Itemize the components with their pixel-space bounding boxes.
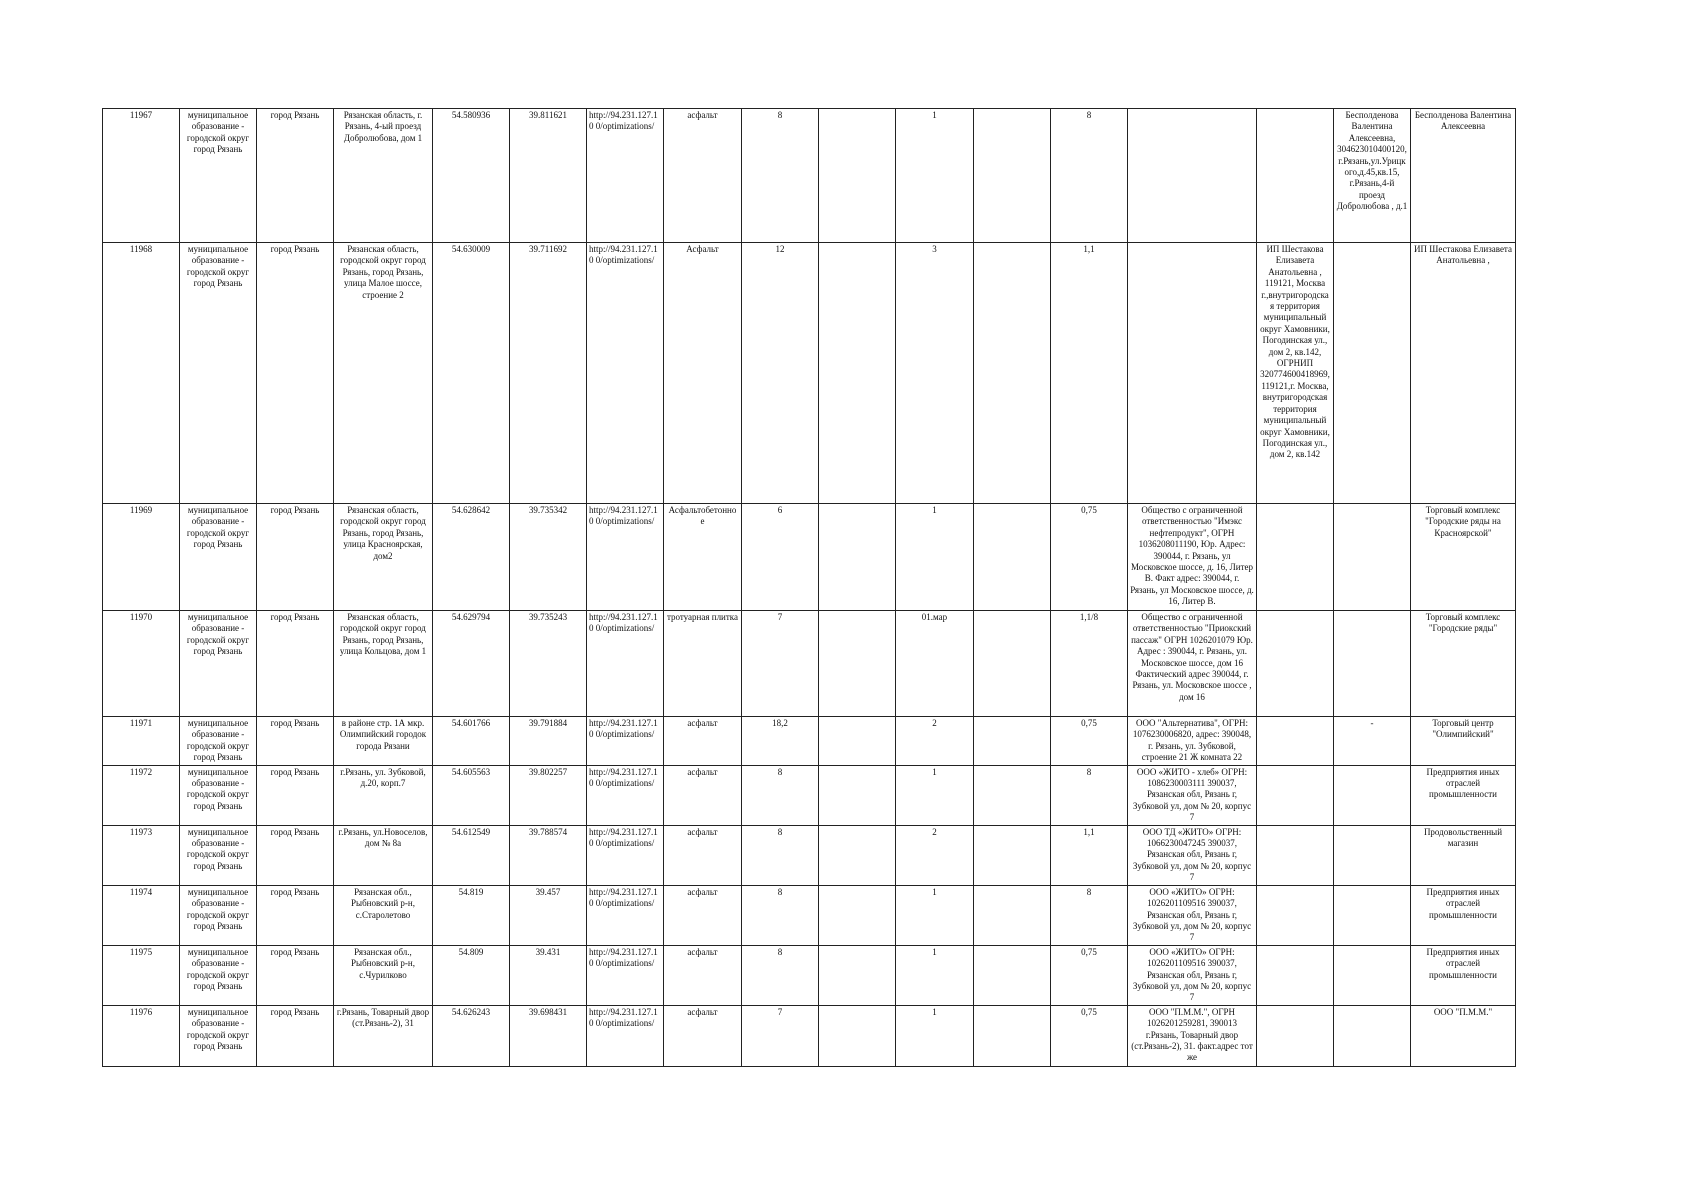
cell-surface: асфальт xyxy=(664,825,742,885)
cell-address: Рязанская обл., Рыбновский р-н, с.Чурилково xyxy=(334,945,433,1005)
table-row xyxy=(103,885,1516,945)
cell-area: 7 xyxy=(742,1005,819,1066)
cell-map-link[interactable]: http://94.231.127.10 0/optimizations/ xyxy=(587,109,664,243)
cell-city: город Рязань xyxy=(257,504,334,611)
cell-id: 11974 xyxy=(103,885,180,945)
cell-address: Рязанская область, городской округ город Рязань, город Рязань, улица Кольцова, дом 1 xyxy=(334,611,433,717)
cell-city: город Рязань xyxy=(257,611,334,717)
cell-map-link[interactable]: http://94.231.127.10 0/optimizations/ xyxy=(587,765,664,825)
cell-c11 xyxy=(974,717,1051,766)
cell-city: город Рязань xyxy=(257,765,334,825)
cell-source: ИП Шестакова Елизавета Анатольевна , xyxy=(1411,243,1516,504)
cell-map-link[interactable]: http://94.231.127.10 0/optimizations/ xyxy=(587,717,664,766)
table-row xyxy=(103,825,1516,885)
cell-map-link[interactable]: http://94.231.127.10 0/optimizations/ xyxy=(587,504,664,611)
cell-latitude: 54.819 xyxy=(433,885,510,945)
cell-owner-org: Общество с ограниченной ответственностью "Имэкс нефтепродукт", ОГРН 1036208011190, Юр. Адрес: 390044, г. Рязань, ул Московское шоссе, д. 16, Литер В. Факт адрес: 390044, г. Рязань, ул Московское шоссе, д. 16, Литер В. xyxy=(1128,504,1257,611)
cell-containers: 1,1 xyxy=(1051,825,1128,885)
cell-owner-org: ООО "П.М.М.", ОГРН 1026201259281, 390013 г.Рязань, Товарный двор (ст.Рязань-2), 31. факт.адрес тот же xyxy=(1128,1005,1257,1066)
cell-owner-ip: ИП Шестакова Елизавета Анатольевна , 119121, Москва г.,внутригородска я территория муниципальный округ Хамовники, Погодинская ул., дом 2, кв.142, ОГРНИП 320774600418969, 119121,г. Москва, внутригородская территория муниципальный округ Хамовники, Погодинская ул., дом 2, кв.142 xyxy=(1257,243,1334,504)
cell-c09 xyxy=(819,243,896,504)
cell-owner-ip xyxy=(1257,611,1334,717)
cell-address: в районе стр. 1А мкр. Олимпийский городок города Рязани xyxy=(334,717,433,766)
cell-id: 11968 xyxy=(103,243,180,504)
cell-source: Торговый центр "Олимпийский" xyxy=(1411,717,1516,766)
cell-address: Рязанская область, г. Рязань, 4-ый проезд Добролюбова, дом 1 xyxy=(334,109,433,243)
cell-area: 7 xyxy=(742,611,819,717)
cell-latitude: 54.809 xyxy=(433,945,510,1005)
cell-count: 2 xyxy=(896,825,974,885)
cell-surface: асфальт xyxy=(664,1005,742,1066)
table-row xyxy=(103,243,1516,504)
cell-municipality: муниципальное образование - городской округ город Рязань xyxy=(180,825,257,885)
table-row xyxy=(103,765,1516,825)
cell-count: 2 xyxy=(896,717,974,766)
cell-owner-org xyxy=(1128,243,1257,504)
cell-latitude: 54.605563 xyxy=(433,765,510,825)
cell-area: 8 xyxy=(742,765,819,825)
table-row xyxy=(103,504,1516,611)
cell-c11 xyxy=(974,611,1051,717)
cell-c11 xyxy=(974,1005,1051,1066)
cell-surface: асфальт xyxy=(664,945,742,1005)
cell-owner-ip xyxy=(1257,1005,1334,1066)
cell-map-link[interactable]: http://94.231.127.10 0/optimizations/ xyxy=(587,1005,664,1066)
cell-owner-org: ООО «ЖИТО - хлеб» ОГРН: 1086230003111 390037, Рязанская обл, Рязань г, Зубковой ул, дом № 20, корпус 7 xyxy=(1128,765,1257,825)
table-row xyxy=(103,945,1516,1005)
cell-count: 3 xyxy=(896,243,974,504)
cell-c11 xyxy=(974,825,1051,885)
cell-address: Рязанская область, городской округ город Рязань, город Рязань, улица Красноярская, дом2 xyxy=(334,504,433,611)
cell-latitude: 54.580936 xyxy=(433,109,510,243)
cell-c09 xyxy=(819,825,896,885)
table-row xyxy=(103,717,1516,766)
cell-owner-ip xyxy=(1257,885,1334,945)
cell-city: город Рязань xyxy=(257,243,334,504)
cell-owner-person xyxy=(1334,611,1411,717)
cell-surface: асфальт xyxy=(664,765,742,825)
cell-source: Предприятия иных отраслей промышленности xyxy=(1411,945,1516,1005)
cell-address: г.Рязань, ул. Зубковой, д.20, корп.7 xyxy=(334,765,433,825)
table-row xyxy=(103,611,1516,717)
cell-surface: Асфальтобетонно е xyxy=(664,504,742,611)
cell-owner-person xyxy=(1334,504,1411,611)
cell-address: г.Рязань, Товарный двор (ст.Рязань-2), 31 xyxy=(334,1005,433,1066)
cell-containers: 0,75 xyxy=(1051,1005,1128,1066)
cell-area: 8 xyxy=(742,945,819,1005)
cell-owner-person: - xyxy=(1334,717,1411,766)
cell-surface: Асфальт xyxy=(664,243,742,504)
cell-owner-person xyxy=(1334,945,1411,1005)
cell-city: город Рязань xyxy=(257,945,334,1005)
cell-containers: 1,1/8 xyxy=(1051,611,1128,717)
cell-id: 11972 xyxy=(103,765,180,825)
cell-owner-ip xyxy=(1257,765,1334,825)
registry-body xyxy=(103,109,1516,1067)
cell-city: город Рязань xyxy=(257,825,334,885)
cell-area: 12 xyxy=(742,243,819,504)
cell-c09 xyxy=(819,885,896,945)
cell-c11 xyxy=(974,765,1051,825)
cell-id: 11970 xyxy=(103,611,180,717)
cell-longitude: 39.802257 xyxy=(510,765,587,825)
cell-longitude: 39.431 xyxy=(510,945,587,1005)
cell-owner-person: Бесполденова Валентина Алексеевна, 304623010400120, г.Рязань,ул.Урицк ого,д.45,кв.15, г.Рязань,4-й проезд Добролюбова , д.1 xyxy=(1334,109,1411,243)
cell-owner-org: ООО ТД «ЖИТО» ОГРН: 1066230047245 390037, Рязанская обл, Рязань г, Зубковой ул, дом № 20, корпус 7 xyxy=(1128,825,1257,885)
cell-surface: асфальт xyxy=(664,717,742,766)
cell-owner-ip xyxy=(1257,825,1334,885)
cell-containers: 8 xyxy=(1051,109,1128,243)
cell-address: г.Рязань, ул.Новоселов, дом № 8а xyxy=(334,825,433,885)
cell-c09 xyxy=(819,945,896,1005)
cell-containers: 0,75 xyxy=(1051,717,1128,766)
registry-table xyxy=(102,108,1516,1067)
cell-containers: 1,1 xyxy=(1051,243,1128,504)
cell-containers: 8 xyxy=(1051,885,1128,945)
cell-id: 11973 xyxy=(103,825,180,885)
cell-municipality: муниципальное образование - городской округ город Рязань xyxy=(180,885,257,945)
cell-c09 xyxy=(819,611,896,717)
cell-longitude: 39.457 xyxy=(510,885,587,945)
cell-city: город Рязань xyxy=(257,885,334,945)
cell-id: 11975 xyxy=(103,945,180,1005)
cell-count: 1 xyxy=(896,109,974,243)
cell-municipality: муниципальное образование - городской округ город Рязань xyxy=(180,611,257,717)
cell-owner-ip xyxy=(1257,945,1334,1005)
cell-source: ООО "П.М.М." xyxy=(1411,1005,1516,1066)
cell-area: 8 xyxy=(742,825,819,885)
cell-owner-ip xyxy=(1257,504,1334,611)
cell-surface: тротуарная плитка xyxy=(664,611,742,717)
cell-containers: 8 xyxy=(1051,765,1128,825)
cell-c11 xyxy=(974,945,1051,1005)
cell-longitude: 39.698431 xyxy=(510,1005,587,1066)
cell-latitude: 54.612549 xyxy=(433,825,510,885)
cell-address: Рязанская область, городской округ город Рязань, город Рязань, улица Малое шоссе, строение 2 xyxy=(334,243,433,504)
cell-owner-org: Общество с ограниченной ответственностью "Приокский пассаж" ОГРН 1026201079 Юр. Адрес : 390044, г. Рязань, ул. Московское шоссе, дом 16 Фактический адрес 390044, г. Рязань, ул. Московское шоссе , дом 16 xyxy=(1128,611,1257,717)
cell-c11 xyxy=(974,504,1051,611)
cell-owner-person xyxy=(1334,243,1411,504)
cell-owner-ip xyxy=(1257,109,1334,243)
cell-municipality: муниципальное образование - городской округ город Рязань xyxy=(180,945,257,1005)
cell-map-link[interactable]: http://94.231.127.10 0/optimizations/ xyxy=(587,243,664,504)
cell-owner-org: ООО «ЖИТО» ОГРН: 1026201109516 390037, Рязанская обл, Рязань г, Зубковой ул, дом № 20, корпус 7 xyxy=(1128,945,1257,1005)
cell-source: Предприятия иных отраслей промышленности xyxy=(1411,765,1516,825)
table-row xyxy=(103,109,1516,243)
cell-city: город Рязань xyxy=(257,1005,334,1066)
cell-municipality: муниципальное образование - городской округ город Рязань xyxy=(180,243,257,504)
table-row xyxy=(103,1005,1516,1066)
cell-c11 xyxy=(974,885,1051,945)
cell-owner-person xyxy=(1334,765,1411,825)
cell-surface: асфальт xyxy=(664,885,742,945)
cell-latitude: 54.630009 xyxy=(433,243,510,504)
cell-id: 11976 xyxy=(103,1005,180,1066)
cell-id: 11971 xyxy=(103,717,180,766)
cell-area: 18,2 xyxy=(742,717,819,766)
cell-containers: 0,75 xyxy=(1051,945,1128,1005)
cell-area: 6 xyxy=(742,504,819,611)
cell-city: город Рязань xyxy=(257,717,334,766)
cell-c11 xyxy=(974,243,1051,504)
cell-owner-org: ООО «ЖИТО» ОГРН: 1026201109516 390037, Рязанская обл, Рязань г, Зубковой ул, дом № 20, корпус 7 xyxy=(1128,885,1257,945)
cell-longitude: 39.711692 xyxy=(510,243,587,504)
cell-source: Торговый комплекс "Городские ряды на Красноярской" xyxy=(1411,504,1516,611)
cell-map-link[interactable]: http://94.231.127.10 0/optimizations/ xyxy=(587,945,664,1005)
cell-c09 xyxy=(819,765,896,825)
cell-source: Бесполденова Валентина Алексеевна xyxy=(1411,109,1516,243)
cell-longitude: 39.791884 xyxy=(510,717,587,766)
cell-latitude: 54.626243 xyxy=(433,1005,510,1066)
cell-owner-person xyxy=(1334,1005,1411,1066)
cell-owner-person xyxy=(1334,885,1411,945)
cell-municipality: муниципальное образование - городской округ город Рязань xyxy=(180,1005,257,1066)
cell-source: Предприятия иных отраслей промышленности xyxy=(1411,885,1516,945)
cell-owner-ip xyxy=(1257,717,1334,766)
cell-area: 8 xyxy=(742,109,819,243)
cell-area: 8 xyxy=(742,885,819,945)
cell-count: 1 xyxy=(896,945,974,1005)
cell-containers: 0,75 xyxy=(1051,504,1128,611)
cell-city: город Рязань xyxy=(257,109,334,243)
cell-latitude: 54.601766 xyxy=(433,717,510,766)
cell-owner-org xyxy=(1128,109,1257,243)
cell-c09 xyxy=(819,109,896,243)
cell-latitude: 54.629794 xyxy=(433,611,510,717)
cell-municipality: муниципальное образование - городской округ город Рязань xyxy=(180,717,257,766)
cell-count: 1 xyxy=(896,504,974,611)
cell-count: 1 xyxy=(896,765,974,825)
cell-c09 xyxy=(819,1005,896,1066)
cell-address: Рязанская обл., Рыбновский р-н, с.Старолетово xyxy=(334,885,433,945)
cell-latitude: 54.628642 xyxy=(433,504,510,611)
cell-municipality: муниципальное образование - городской округ город Рязань xyxy=(180,109,257,243)
cell-surface: асфальт xyxy=(664,109,742,243)
cell-id: 11967 xyxy=(103,109,180,243)
cell-count: 01.мар xyxy=(896,611,974,717)
cell-count: 1 xyxy=(896,885,974,945)
cell-owner-org: ООО "Альтернатива", ОГРН: 1076230006820, адрес: 390048, г. Рязань, ул. Зубковой, строение 21 Ж комната 22 xyxy=(1128,717,1257,766)
cell-longitude: 39.735342 xyxy=(510,504,587,611)
cell-municipality: муниципальное образование - городской округ город Рязань xyxy=(180,504,257,611)
cell-c09 xyxy=(819,504,896,611)
cell-source: Продовольственный магазин xyxy=(1411,825,1516,885)
cell-municipality: муниципальное образование - городской округ город Рязань xyxy=(180,765,257,825)
cell-longitude: 39.811621 xyxy=(510,109,587,243)
cell-c11 xyxy=(974,109,1051,243)
cell-id: 11969 xyxy=(103,504,180,611)
cell-c09 xyxy=(819,717,896,766)
cell-longitude: 39.735243 xyxy=(510,611,587,717)
cell-source: Торговый комплекс "Городские ряды" xyxy=(1411,611,1516,717)
cell-map-link[interactable]: http://94.231.127.10 0/optimizations/ xyxy=(587,885,664,945)
cell-longitude: 39.788574 xyxy=(510,825,587,885)
cell-map-link[interactable]: http://94.231.127.10 0/optimizations/ xyxy=(587,825,664,885)
cell-count: 1 xyxy=(896,1005,974,1066)
cell-map-link[interactable]: http://94.231.127.10 0/optimizations/ xyxy=(587,611,664,717)
cell-owner-person xyxy=(1334,825,1411,885)
